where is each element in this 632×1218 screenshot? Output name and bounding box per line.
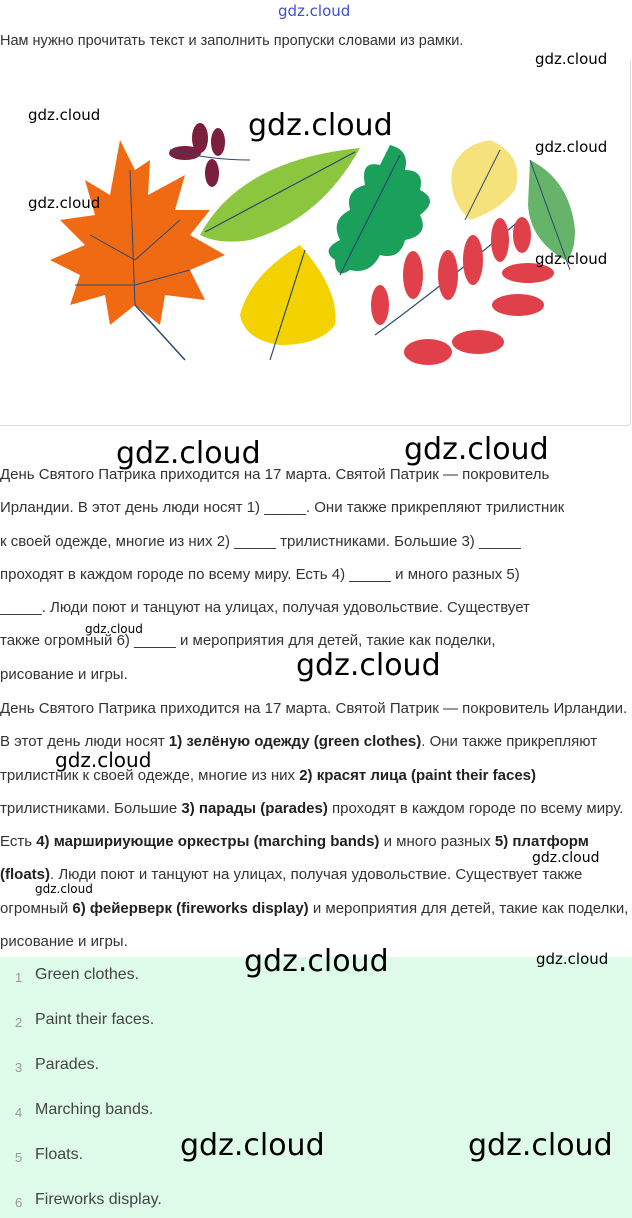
task-line: к своей одежде, многие из них 2) _____ трилистниками. Большие 3) _____ — [0, 532, 521, 550]
item-number: 2 — [15, 1015, 23, 1030]
item-text: Fireworks display. — [35, 1191, 162, 1208]
watermark: gdz.cloud — [180, 1128, 325, 1163]
berry — [211, 128, 225, 156]
answer-text: трилистниками. Большие — [0, 799, 182, 817]
answer-paragraph — [0, 692, 632, 958]
item-number: 5 — [15, 1150, 23, 1165]
watermark: gdz.cloud — [536, 950, 609, 968]
watermark: gdz.cloud — [404, 432, 549, 467]
watermark: gdz.cloud — [28, 106, 101, 124]
yellow-leaf-big — [240, 245, 336, 345]
rowan-leaflet — [492, 294, 544, 316]
task-line: _____. Люди поют и танцуют на улицах, получая удовольствие. Существует — [0, 599, 530, 617]
yellow-leaf-small — [451, 140, 517, 220]
rowan-leaflet — [491, 218, 509, 262]
answer-text: и мероприятия для детей, такие как поделки, рисование и игры. — [0, 899, 629, 951]
task-line: проходят в каждом городе по всему миру. Есть 4) _____ и много разных 5) — [0, 565, 520, 583]
top-watermark: gdz.cloud — [278, 2, 351, 20]
maple-leaf — [50, 140, 225, 325]
item-text: Paint their faces. — [35, 1011, 155, 1028]
answer-fill: 1) зелёную одежду (green clothes) — [168, 733, 422, 751]
rowan-leaflet — [452, 330, 504, 354]
answer-text: проходят в каждом городе по всему миру. Есть — [0, 799, 624, 851]
rowan-leaflet — [371, 285, 389, 325]
item-text: Marching bands. — [35, 1101, 154, 1118]
item-number: 3 — [15, 1060, 23, 1075]
item-text: Floats. — [35, 1146, 84, 1163]
watermark: gdz.cloud — [468, 1128, 613, 1163]
watermark: gdz.cloud — [535, 50, 608, 68]
instruction-text: Нам нужно прочитать текст и заполнить пропуски словами из рамки. — [0, 33, 464, 49]
berry — [205, 159, 219, 187]
rowan-leaflet — [463, 235, 483, 285]
watermark: gdz.cloud — [35, 882, 93, 896]
item-number: 6 — [15, 1195, 23, 1210]
answers-list — [0, 957, 632, 1218]
rowan-leaflet — [513, 217, 531, 253]
watermark: gdz.cloud — [55, 748, 152, 772]
watermark: gdz.cloud — [116, 436, 261, 471]
task-line: рисование и игры. — [0, 665, 128, 683]
watermark: gdz.cloud — [532, 850, 600, 866]
answer-text: . Люди поют и танцуют на улицах, получая удовольствие. Существует также огромный — [0, 866, 583, 917]
item-text: Parades. — [35, 1056, 100, 1073]
watermark: gdz.cloud — [85, 622, 143, 636]
watermark: gdz.cloud — [535, 138, 608, 156]
answer-text: и много разных — [379, 833, 495, 851]
answer-text: День Святого Патрика приходится на 17 марта. Святой Патрик — покровитель Ирландии. В этот день люди носят — [0, 700, 628, 751]
berry — [192, 123, 208, 153]
answer-fill: 5) платформ (floats) — [0, 833, 589, 884]
rowan-leaflet — [403, 251, 423, 299]
rowan-leaflet — [404, 339, 452, 365]
watermark: gdz.cloud — [296, 648, 441, 683]
answer-text: . Они также прикрепляют трилистник к своей одежде, многие из них — [0, 733, 598, 784]
watermark: gdz.cloud — [248, 108, 393, 143]
answer-fill: 3) парады (parades) — [181, 799, 328, 817]
rowan-leaflet — [438, 250, 458, 300]
task-line: также огромный 6) _____ и мероприятия для детей, такие как поделки, — [0, 632, 496, 650]
item-text: Green clothes. — [35, 966, 140, 983]
task-line: Ирландии. В этот день люди носят 1) _____. Они также прикрепляют трилистник — [0, 499, 565, 517]
answer-fill: 4) маршириующие оркестры (marching bands) — [36, 833, 380, 851]
item-number: 4 — [15, 1105, 23, 1120]
watermark: gdz.cloud — [535, 250, 608, 268]
answer-fill: 6) фейерверк (fireworks display) — [72, 899, 309, 917]
answer-fill: 2) красят лица (paint their faces) — [299, 766, 537, 784]
task-line: День Святого Патрика приходится на 17 марта. Святой Патрик — покровитель — [0, 466, 550, 483]
item-number: 1 — [15, 970, 23, 985]
watermark: gdz.cloud — [28, 194, 101, 212]
watermark: gdz.cloud — [244, 944, 389, 979]
